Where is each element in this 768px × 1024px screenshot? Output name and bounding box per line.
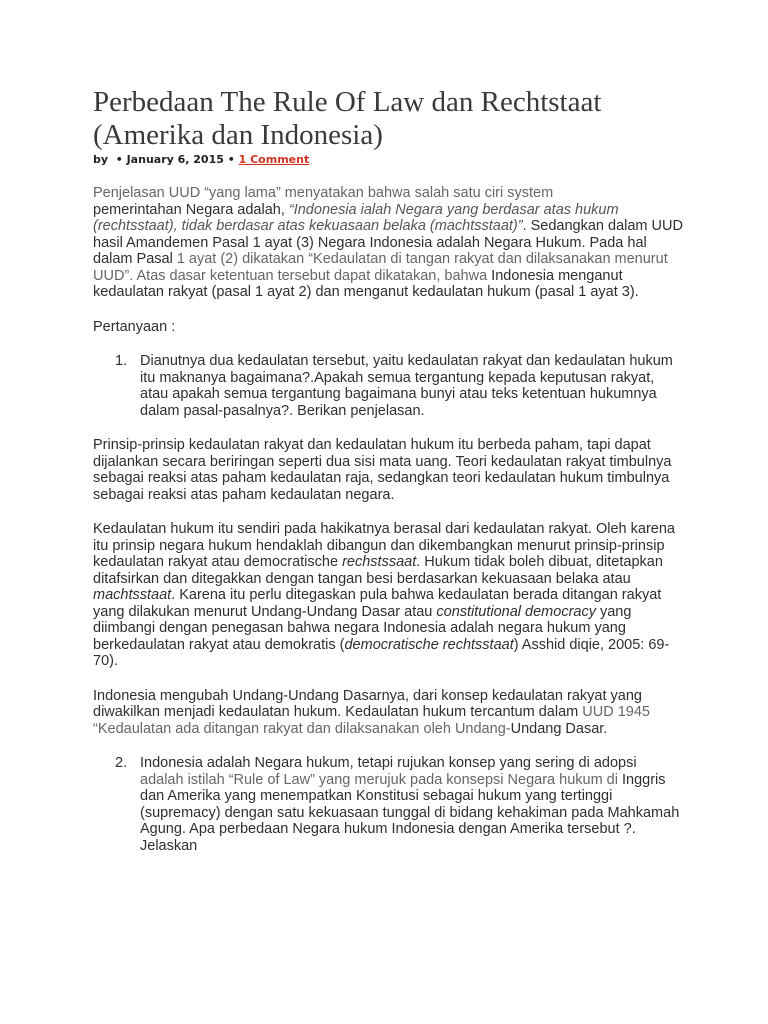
pertanyaan-heading: Pertanyaan : — [93, 318, 176, 335]
article-meta — [93, 153, 309, 166]
meta-separator: • — [227, 153, 235, 166]
list-number: 1. — [115, 353, 128, 369]
question-list-1 — [93, 353, 683, 419]
question-list-2 — [93, 755, 683, 854]
question-text: Dianutnya dua kedaulatan tersebut, yaitu kedaulatan rakyat dan kedaulatan hukum itu maknanya bagaimana?.Apakah semua tergantung kepada keputusan rakyat, atau apakah semua tergantung bagaimana bunyi atau teks ketentuan hukumnya dalam pasal-pasalnya?. Berikan penjelasan. — [140, 353, 673, 419]
article-body — [93, 185, 683, 872]
article-title: Perbedaan The Rule Of Law dan Rechtstaat (Amerika dan Indonesia) — [93, 86, 602, 151]
list-item: 2. Indonesia adalah Negara hukum, tetapi rujukan konsep yang sering di adopsi adalah istilah “Rule of Law” yang merujuk pada konsepsi Negara hukum di Inggris dan Amerika yang menempatkan Konstitusi sebagai hukum yang tertinggi (supremacy) dengan satu kekuasaan tunggal di bidang kehakiman pada Mahkamah Agung. Apa perbedaan Negara hukum Indonesia dengan Amerika tersebut ?. Jelaskan — [115, 755, 680, 854]
intro-paragraph: Penjelasan UUD “yang lama” menyatakan bahwa salah satu ciri system pemerintahan Negara adalah, “Indonesia ialah Negara yang berdasar atas hukum (rechtsstaat), tidak berdasar atas kekuasaan belaka (machtsstaat)”. Sedangkan dalam UUD hasil Amandemen Pasal 1 ayat (3) Negara Indonesia adalah Negara Hukum. Pada hal dalam Pasal 1 ayat (2) dikatakan “Kedaulatan di tangan rakyat dan dilaksanakan menurut UUD”. Atas dasar ketentuan tersebut dapat dikatakan, bahwa Indonesia menganut kedaulatan rakyat (pasal 1 ayat 2) dan menganut kedaulatan hukum (pasal 1 ayat 3). — [93, 185, 683, 300]
list-item — [93, 353, 683, 419]
paragraph-kedaulatan: Kedaulatan hukum itu sendiri pada hakikatnya berasal dari kedaulatan rakyat. Oleh karena itu prinsip negara hukum hendaklah dibangun dan dikembangkan menurut prinsip-prinsip kedaulatan rakyat atau democratische rechstssaat. Hukum tidak boleh dibuat, ditetapkan ditafsirkan dan ditegakkan dengan tangan besi berdasarkan kekuasaan belaka atau machtsstaat. Karena itu perlu ditegaskan pula bahwa kedaulatan berada ditangan rakyat yang dilakukan menurut Undang-Undang Dasar atau constitutional democracy yang diimbangi dengan penegasan bahwa negara Indonesia adalah negara hukum yang berkedaulatan rakyat atau demokratis (democratische rechtsstaat) Asshid diqie, 2005: 69-70). — [93, 521, 675, 669]
comments-link[interactable]: 1 Comment — [238, 153, 310, 166]
paragraph-indonesia: Indonesia mengubah Undang-Undang Dasarnya, dari konsep kedaulatan rakyat yang diwakilkan menjadi kedaulatan hukum. Kedaulatan hukum tercantum dalam UUD 1945 “Kedaulatan ada ditangan rakyat dan dilaksanakan oleh Undang-Undang Dasar. — [93, 687, 650, 737]
paragraph-prinsip: Prinsip-prinsip kedaulatan rakyat dan kedaulatan hukum itu berbeda paham, tapi dapat dijalankan secara beriringan seperti dua sisi mata uang. Teori kedaulatan rakyat timbulnya sebagai reaksi atas paham kedaulatan raja, sedangkan teori kedaulatan hukum timbulnya sebagai reaksi atas paham kedaulatan negara. — [93, 437, 672, 503]
byline-label: by — [93, 153, 109, 166]
meta-separator: • — [115, 153, 123, 166]
post-date: January 6, 2015 — [126, 153, 224, 166]
list-number: 2. — [115, 755, 128, 771]
